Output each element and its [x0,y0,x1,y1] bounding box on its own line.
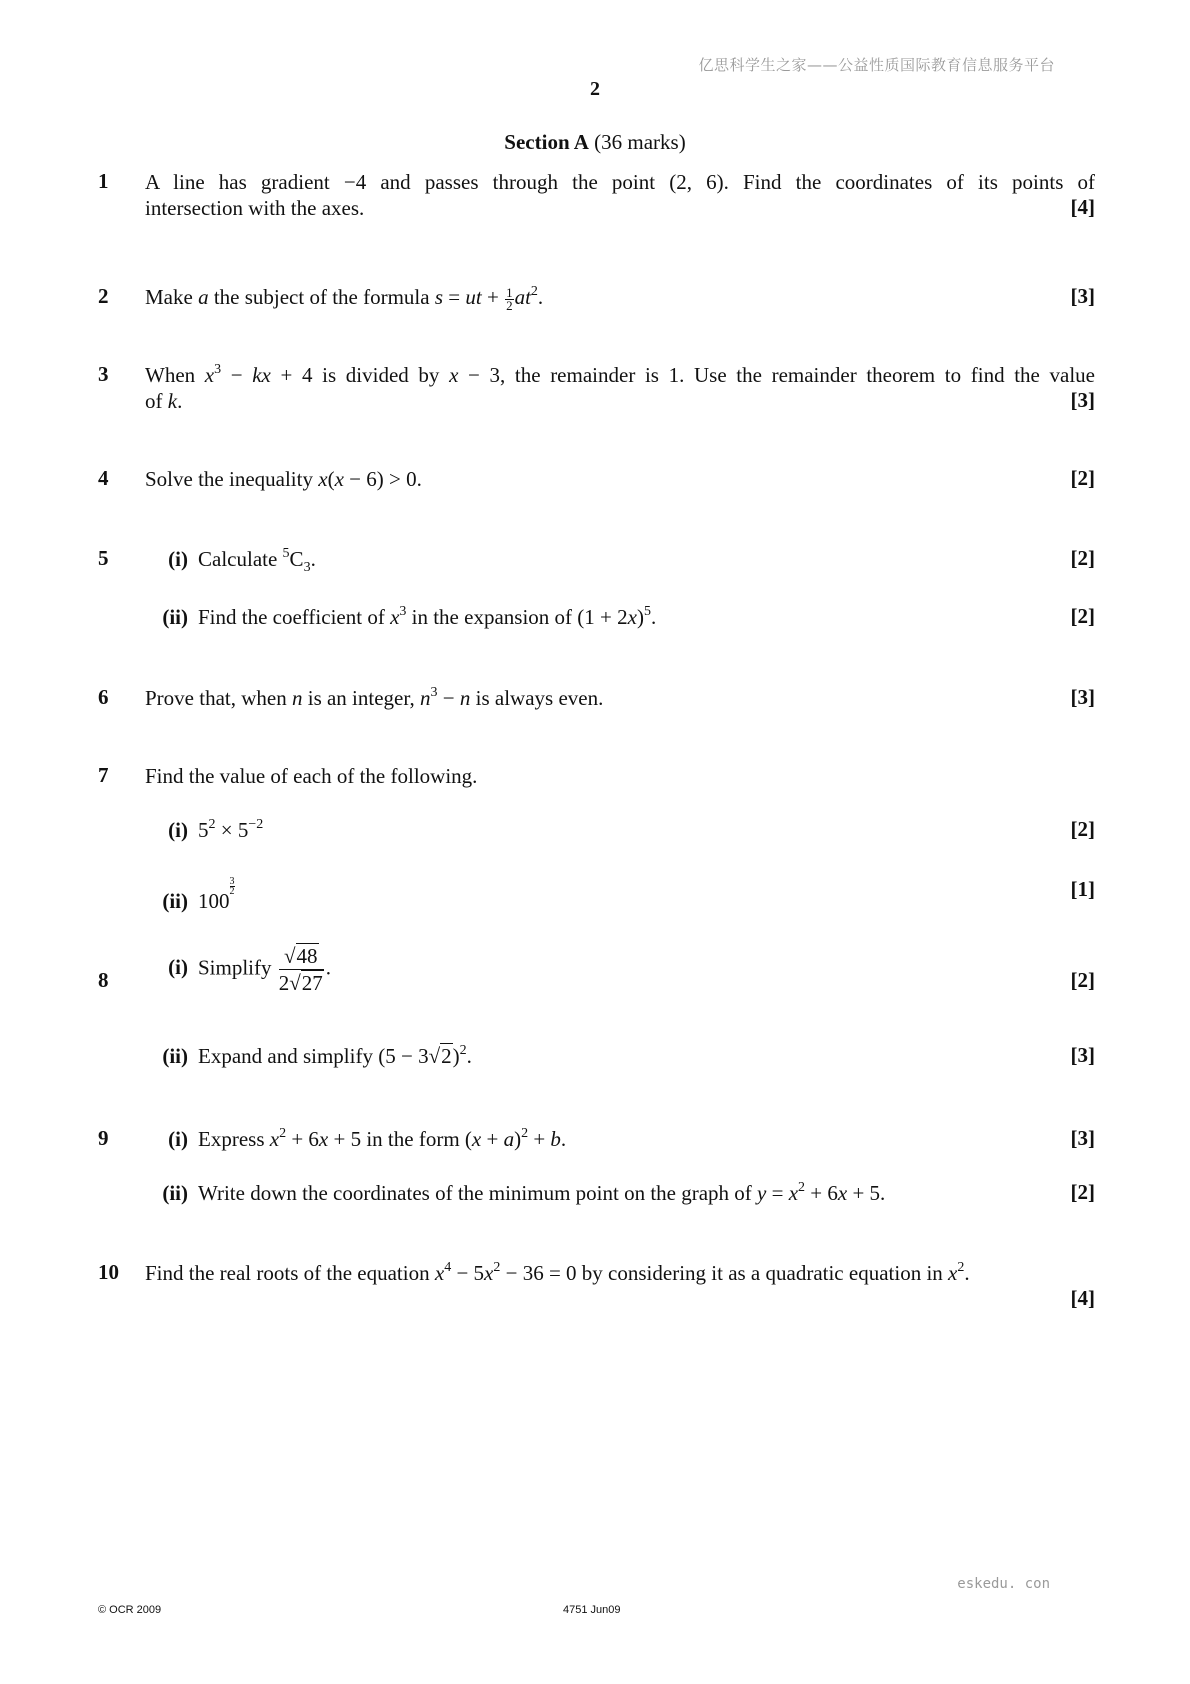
question-3-line-2 [145,388,1095,414]
q9-i-a: a [503,1127,515,1151]
q10-text-c: − 36 = 0 by considering it as a quadratic equation in [500,1261,949,1285]
site-watermark: eskedu. con [957,1576,1050,1592]
question-4-marks: [2] [1070,466,1095,490]
question-1-line-2: intersection with the axes. [145,196,365,220]
q2-equals: = [443,285,466,309]
footer-paper-code: 4751 Jun09 [563,1604,621,1616]
question-5-ii-marks: [2] [1070,604,1095,628]
q9-i-text-a: Express [198,1127,270,1151]
q8-ii-text: Expand and simplify [198,1044,379,1068]
q2-text-b: the subject of the formula [208,285,435,309]
q8-i-text: Simplify [198,955,277,980]
q9-i-exp: 2 [279,1126,287,1141]
q8-i-numerator: √48 [279,943,324,970]
q5-i-text: Calculate [198,547,283,571]
q7-part-i-label: (i) [168,818,188,842]
q8-i-end: . [325,955,332,980]
q6-n2: n [420,686,431,710]
q9-i-text-f: + [528,1127,551,1151]
q9-ii-exp: 2 [798,1180,806,1195]
q8-i-den-root: 27 [301,971,323,995]
q5-i-end: . [310,547,316,571]
q6-minus: − [437,686,460,710]
question-1-text [145,169,1095,221]
q9-i-x: x [269,1127,280,1151]
q5-ii-x: x [390,605,400,629]
q5-i-pre: 5 [282,546,290,561]
q9-ii-x: x [788,1181,799,1205]
question-9-i-marks: [3] [1070,1126,1095,1150]
q8-i-denominator: 2√27 [278,971,323,995]
q3-x: x [204,363,215,387]
question-8-i-marks: [2] [1070,968,1095,992]
q9-i-text-c: + 5 in the form ( [328,1127,472,1151]
q6-text-d: is always even. [470,686,604,710]
q9-ii-text-a: Write down the coordinates of the minimum point on the graph of [198,1181,758,1205]
q6-text-b: is an integer, [302,686,421,710]
q8-i-num-root: 48 [296,944,318,968]
question-10-marks: [4] [1070,1286,1095,1310]
question-5-part-i [150,546,1095,575]
q7-ii-exponent-fraction [230,877,235,896]
question-6-marks: [3] [1070,685,1095,709]
q7-i-base: 5 [198,818,209,842]
q2-text-a: Make [145,285,199,309]
question-10-text [145,1260,1095,1286]
q2-half-den: 2 [506,297,513,313]
q2-plus: + [481,285,505,309]
q9-i-text-b: + 6 [286,1127,319,1151]
q9-part-ii-label: (ii) [162,1181,188,1205]
q7-ii-base: 100 [198,889,230,913]
question-1-number: 1 [98,169,109,193]
q8-part-ii-label: (ii) [162,1044,188,1068]
q5-part-i-label: (i) [168,547,188,571]
question-9-part-i [150,1126,1095,1152]
q8-ii-exp: 2 [459,1043,467,1058]
q5-ii-exp2: 5 [643,604,651,619]
q7-i-exp1: 2 [208,817,216,832]
q10-text-a: Find the real roots of the equation [145,1261,435,1285]
q10-exp1: 4 [444,1260,452,1275]
question-4-text [145,466,1095,492]
q2-formula-s: s [434,285,444,309]
question-3-line-1 [145,362,1095,388]
q8-part-i-label: (i) [168,955,188,980]
q9-i-text-d: + [481,1127,504,1151]
question-7-i-marks: [2] [1070,817,1095,841]
question-3-text [145,362,1095,414]
q3-of: of [145,389,168,413]
q2-var-a: a [198,285,209,309]
q9-i-x2: x [318,1127,329,1151]
q9-i-x3: x [471,1127,482,1151]
q8-i-den-coef: 2 [278,971,290,995]
q6-text-a: Prove that, when [145,686,292,710]
question-10-number: 10 [98,1260,119,1284]
q2-formula-at: at [514,285,531,309]
q2-half-fraction [505,284,514,313]
q3-text-c: + 4 is divided by [270,363,450,387]
q4-paren: ( [327,467,335,491]
question-3-number: 3 [98,362,109,386]
q9-i-text-e: ) [514,1127,522,1151]
q5-ii-text-b: in the expansion of (1 + 2 [406,605,628,629]
question-8-ii-marks: [3] [1070,1043,1095,1067]
q3-period: . [177,389,183,413]
question-9-number: 9 [98,1126,109,1150]
q3-exp: 3 [214,362,222,377]
q10-exp3: 2 [957,1260,965,1275]
q7-part-ii-label: (ii) [162,889,188,913]
q4-text-c: − 6) > 0. [343,467,422,491]
question-2-text [145,284,1095,312]
q3-text-d: − 3, the remainder is 1. Use the remainder theorem to find the value [458,363,1095,387]
question-1-line-1: A line has gradient −4 and passes through the point (2, 6). Find the coordinates of its points of [145,170,1095,194]
q7-i-exp2: −2 [248,817,264,832]
q3-when: When [145,363,205,387]
question-6-number: 6 [98,685,109,709]
q9-ii-x2: x [837,1181,848,1205]
question-7-part-ii [150,877,1095,914]
q9-i-end: . [560,1127,567,1151]
q8-ii-open: (5 − 3 [378,1044,429,1068]
question-6-text [145,685,1095,711]
q8-ii-end: . [466,1044,472,1068]
q7-i-times: × 5 [215,818,249,842]
q9-ii-equals: = [766,1181,789,1205]
question-8-part-ii: (ii) Expand and simplify $(5 - 3√2)^2$. [150,1043,1095,1069]
q5-ii-x2: x [627,605,637,629]
q3-x2: x [449,363,459,387]
q4-text-a: Solve the inequality [145,467,319,491]
q9-ii-text-d: + 5. [847,1181,886,1205]
question-2-number: 2 [98,284,109,308]
question-5-part-ii [150,604,1095,630]
q2-half-num: 1 [506,284,513,300]
q9-i-b: b [550,1127,561,1151]
q5-i-c: C [289,547,304,571]
question-3-marks: [3] [1070,388,1095,412]
footer-copyright: © OCR 2009 [98,1604,162,1616]
section-title: Section A [504,130,589,154]
q10-text-b: − 5 [451,1261,485,1285]
q6-n3: n [459,686,471,710]
q7-ii-exp-num: 3 [229,876,235,887]
q5-ii-exp: 3 [399,604,407,619]
q9-part-i-label: (i) [168,1127,188,1151]
q2-end: . [537,285,544,309]
q2-formula-ut: ut [465,285,482,309]
q3-k: k [167,389,178,413]
q8-ii-root: 2 [441,1044,452,1068]
q5-ii-end: . [650,605,657,629]
question-5-i-marks: [2] [1070,546,1095,570]
q10-x3: x [948,1261,958,1285]
question-9-part-ii [150,1180,1095,1206]
q4-x1: x [318,467,328,491]
q3-minus: − [221,363,253,387]
question-8-part-i [150,943,1095,996]
q10-x1: x [434,1261,445,1285]
q6-n1: n [291,686,303,710]
q7-ii-exp-den: 2 [229,886,235,897]
question-8-number: 8 [98,968,109,992]
q2-exp: 2 [530,284,538,299]
page-number: 2 [590,78,600,100]
q3-kx: kx [252,363,271,387]
question-7-ii-marks: [1] [1070,877,1095,901]
question-7-intro: Find the value of each of the following. [145,764,478,788]
question-5-number: 5 [98,546,109,570]
question-9-ii-marks: [2] [1070,1180,1095,1204]
question-1-marks: [4] [1070,195,1095,219]
question-4-number: 4 [98,466,109,490]
q9-i-exp2: 2 [521,1126,529,1141]
q6-exp: 3 [430,685,438,700]
q10-end: . [964,1261,970,1285]
q5-i-sub: 3 [303,560,311,575]
q5-ii-text-a: Find the coefficient of [198,605,391,629]
q9-ii-y: y [757,1181,767,1205]
q8-i-fraction [279,943,324,996]
watermark-text: 亿思科学生之家——公益性质国际教育信息服务平台 [698,56,1055,74]
q4-x2: x [334,467,344,491]
q5-part-ii-label: (ii) [162,605,188,629]
q5-ii-text-c: ) [636,605,644,629]
q8-ii-close: ) [452,1044,460,1068]
question-7-number: 7 [98,763,109,787]
question-7-part-i [150,817,1095,843]
q9-ii-text-c: + 6 [805,1181,838,1205]
q10-x2: x [484,1261,494,1285]
section-marks: (36 marks) [594,130,686,154]
question-2-marks: [3] [1070,284,1095,308]
section-heading [0,130,1190,155]
q10-exp2: 2 [493,1260,501,1275]
